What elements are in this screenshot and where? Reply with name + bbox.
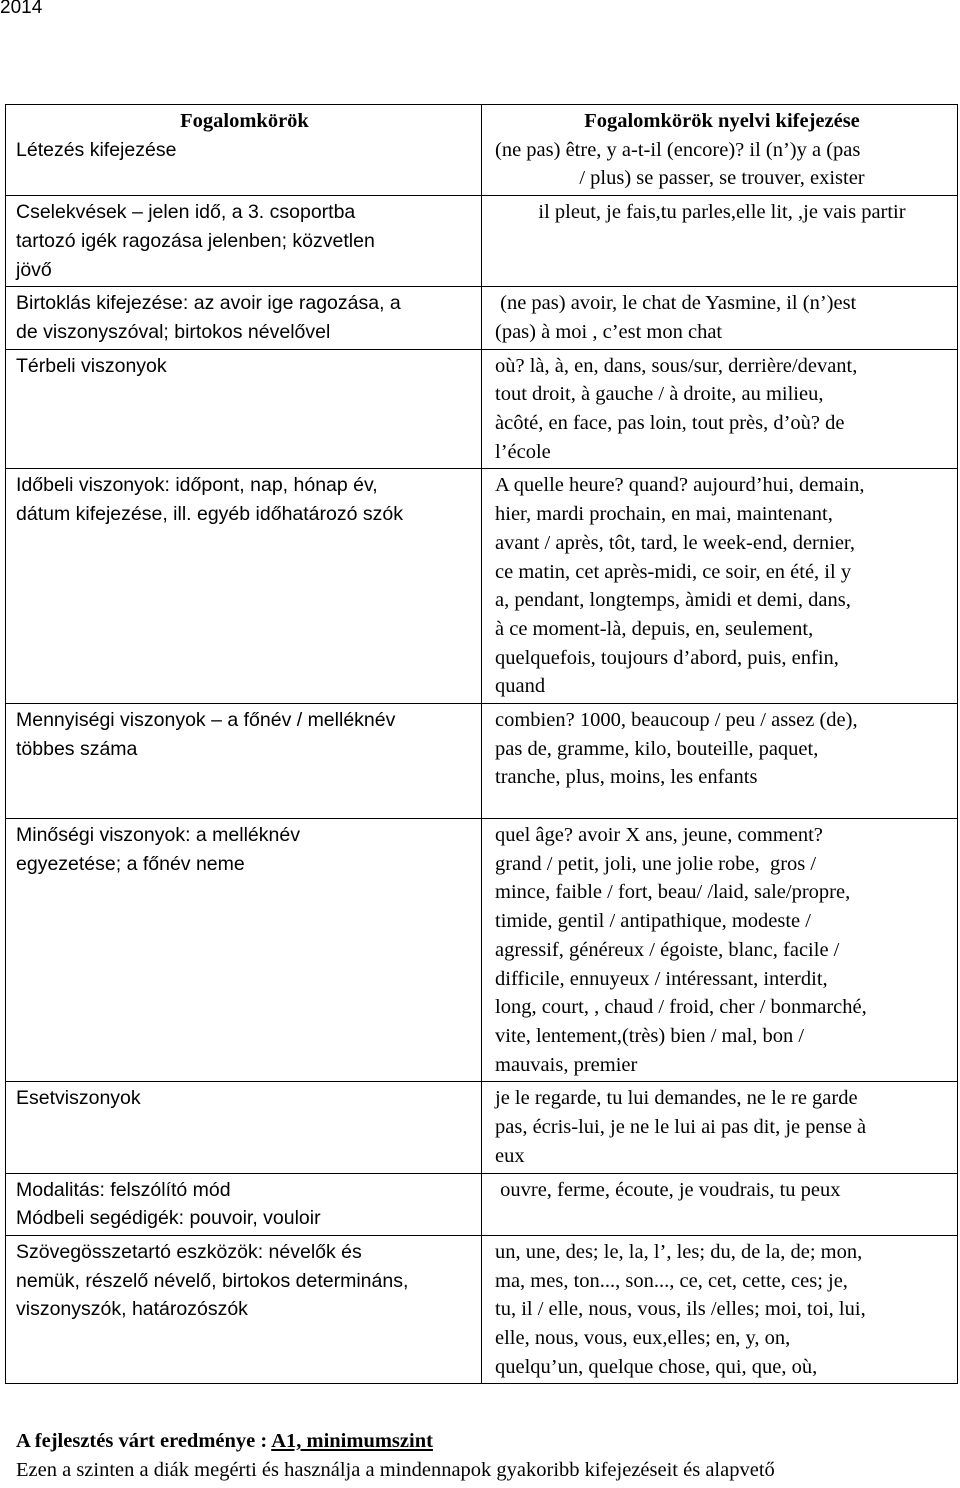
cell-line: mince, faible / fort, beau/ /laid, sale/propre,: [495, 881, 851, 904]
cell-line: combien? 1000, beaucoup / peu / assez (de),: [495, 709, 858, 732]
expected-result-line: [16, 1430, 433, 1453]
table-cell-left: [6, 287, 482, 349]
table-row: [6, 1082, 958, 1173]
cell-line: dátum kifejezése, ill. egyéb időhatározó szók: [16, 503, 403, 526]
cell-line: egyezetése; a főnév neme: [16, 852, 245, 875]
table-row: [6, 469, 958, 704]
table-row: [6, 287, 958, 349]
cell-line: agressif, généreux / égoiste, blanc, facile /: [495, 938, 840, 961]
cell-line: je le regarde, tu lui demandes, ne le re garde: [495, 1087, 858, 1110]
table-cell-right: [482, 704, 958, 819]
table-cell-right: [482, 819, 958, 1082]
cell-line: Minőségi viszonyok: a melléknév: [16, 824, 300, 847]
cell-line: Modalitás: felszólító mód: [16, 1178, 231, 1201]
table-cell-left: [6, 704, 482, 819]
cell-line: tout droit, à gauche / à droite, au milieu,: [495, 383, 824, 406]
table-row: [6, 704, 958, 819]
cell-line: Időbeli viszonyok: időpont, nap, hónap év,: [16, 474, 378, 497]
table-cell-right: [482, 1082, 958, 1173]
cell-line: (ne pas) être, y a-t-il (encore)? il (n’)y a (pas: [495, 138, 861, 161]
cell-line: többes száma: [16, 737, 138, 760]
cell-line: elle, nous, vous, eux,elles; en, y, on,: [495, 1327, 791, 1350]
cell-line: un, une, des; le, la, l’, les; du, de la, de; mon,: [495, 1240, 863, 1263]
cell-line: long, court, , chaud / froid, cher / bonmarché,: [495, 996, 867, 1019]
cell-line: tartozó igék ragozása jelenben; közvetlen: [16, 229, 375, 252]
table-cell-left: [6, 1082, 482, 1173]
cell-line: Birtoklás kifejezése: az avoir ige ragozása, a: [16, 292, 401, 315]
column-header-topics: Fogalomkörök: [180, 110, 309, 132]
cell-line: difficile, ennuyeux / intéressant, interdit,: [495, 967, 828, 990]
table-cell-left: [6, 1235, 482, 1384]
cell-line: ouvre, ferme, écoute, je voudrais, tu peux: [495, 1178, 841, 1201]
cell-line: jövő: [16, 258, 52, 281]
cell-line: eux: [495, 1144, 525, 1167]
table-row: [6, 1173, 958, 1235]
table-cell-right: [482, 469, 958, 704]
cell-line: Cselekvések – jelen idő, a 3. csoportba: [16, 201, 356, 224]
topics-table: [5, 104, 958, 1384]
cell-line: quelquefois, toujours d’abord, puis, enfin,: [495, 646, 839, 669]
table-cell-left: [6, 1173, 482, 1235]
cell-line: Térbeli viszonyok: [16, 354, 167, 377]
table-cell-left: [6, 819, 482, 1082]
cell-line: (pas) à moi , c’est mon chat: [495, 320, 723, 343]
cell-line: àcôté, en face, pas loin, tout près, d’où? de: [495, 412, 845, 435]
topics-table-body: [6, 105, 958, 1384]
cell-line: l’école: [495, 440, 551, 463]
cell-line: avant / après, tôt, tard, le week-end, dernier,: [495, 531, 856, 554]
cell-line: viszonyszók, határozószók: [16, 1298, 248, 1321]
cell-line: a, pendant, longtemps, àmidi et demi, dans,: [495, 589, 851, 612]
table-row: [6, 1235, 958, 1384]
table-cell-right: [482, 287, 958, 349]
table-row: [6, 349, 958, 469]
cell-line: tu, il / elle, nous, vous, ils /elles; moi, toi, lui,: [495, 1298, 866, 1321]
table-cell-left: [6, 196, 482, 287]
cell-line: quelqu’un, quelque chose, qui, que, où,: [495, 1355, 818, 1378]
table-cell-left: [6, 469, 482, 704]
cell-line: Mennyiségi viszonyok – a főnév / melléknév: [16, 709, 396, 732]
column-header-expressions: Fogalomkörök nyelvi kifejezése: [584, 110, 860, 132]
cell-line: quel âge? avoir X ans, jeune, comment?: [495, 824, 823, 847]
table-cell-left: [6, 349, 482, 469]
cell-line: mauvais, premier: [495, 1053, 638, 1076]
table-cell-right: [482, 1173, 958, 1235]
cell-line: à ce moment-là, depuis, en, seulement,: [495, 617, 814, 640]
expected-result-level: A1, minimumszint: [271, 1430, 433, 1452]
table-cell-right: [482, 196, 958, 287]
cell-line: quand: [495, 675, 546, 698]
page-year: 2014: [0, 0, 43, 18]
cell-line: où? là, à, en, dans, sous/sur, derrière/devant,: [495, 354, 858, 377]
cell-line: pas, écris-lui, je ne le lui ai pas dit, je pense à: [495, 1116, 867, 1139]
cell-line: hier, mardi prochain, en mai, maintenant,: [495, 503, 833, 526]
result-description: Ezen a szinten a diák megérti és használja a mindennapok gyakoribb kifejezéseit és alapvető: [16, 1459, 775, 1481]
table-row: [6, 196, 958, 287]
cell-line: grand / petit, joli, une jolie robe, gros /: [495, 852, 817, 875]
cell-line: Létezés kifejezése: [16, 138, 177, 161]
cell-line: il pleut, je fais,tu parles,elle lit, ,je vais partir: [538, 201, 906, 224]
cell-line: ma, mes, ton..., son..., ce, cet, cette, ces; je,: [495, 1269, 848, 1292]
expected-result-label: A fejlesztés várt eredménye :: [16, 1430, 272, 1452]
table-cell-right: [482, 1235, 958, 1384]
cell-line: A quelle heure? quand? aujourd’hui, demain,: [495, 474, 865, 497]
cell-line: (ne pas) avoir, le chat de Yasmine, il (n’)est: [495, 292, 857, 315]
cell-line: / plus) se passer, se trouver, exister: [579, 167, 865, 190]
table-cell-right: [482, 349, 958, 469]
table-row: [6, 819, 958, 1082]
cell-line: pas de, gramme, kilo, bouteille, paquet,: [495, 737, 819, 760]
cell-line: Esetviszonyok: [16, 1087, 141, 1110]
cell-line: vite, lentement,(très) bien / mal, bon /: [495, 1024, 805, 1047]
cell-line: timide, gentil / antipathique, modeste /: [495, 910, 811, 933]
table-cell-left: [6, 105, 482, 196]
cell-line: ce matin, cet après-midi, ce soir, en été, il y: [495, 560, 852, 583]
table-cell-right: [482, 105, 958, 196]
cell-line: nemük, részelő névelő, birtokos determináns,: [16, 1269, 409, 1292]
cell-line: Módbeli segédigék: pouvoir, vouloir: [16, 1207, 321, 1230]
cell-line: tranche, plus, moins, les enfants: [495, 766, 758, 789]
cell-line: Szövegösszetartó eszközök: névelők és: [16, 1240, 362, 1263]
cell-line: de viszonyszóval; birtokos névelővel: [16, 320, 331, 343]
table-row: [6, 105, 958, 196]
